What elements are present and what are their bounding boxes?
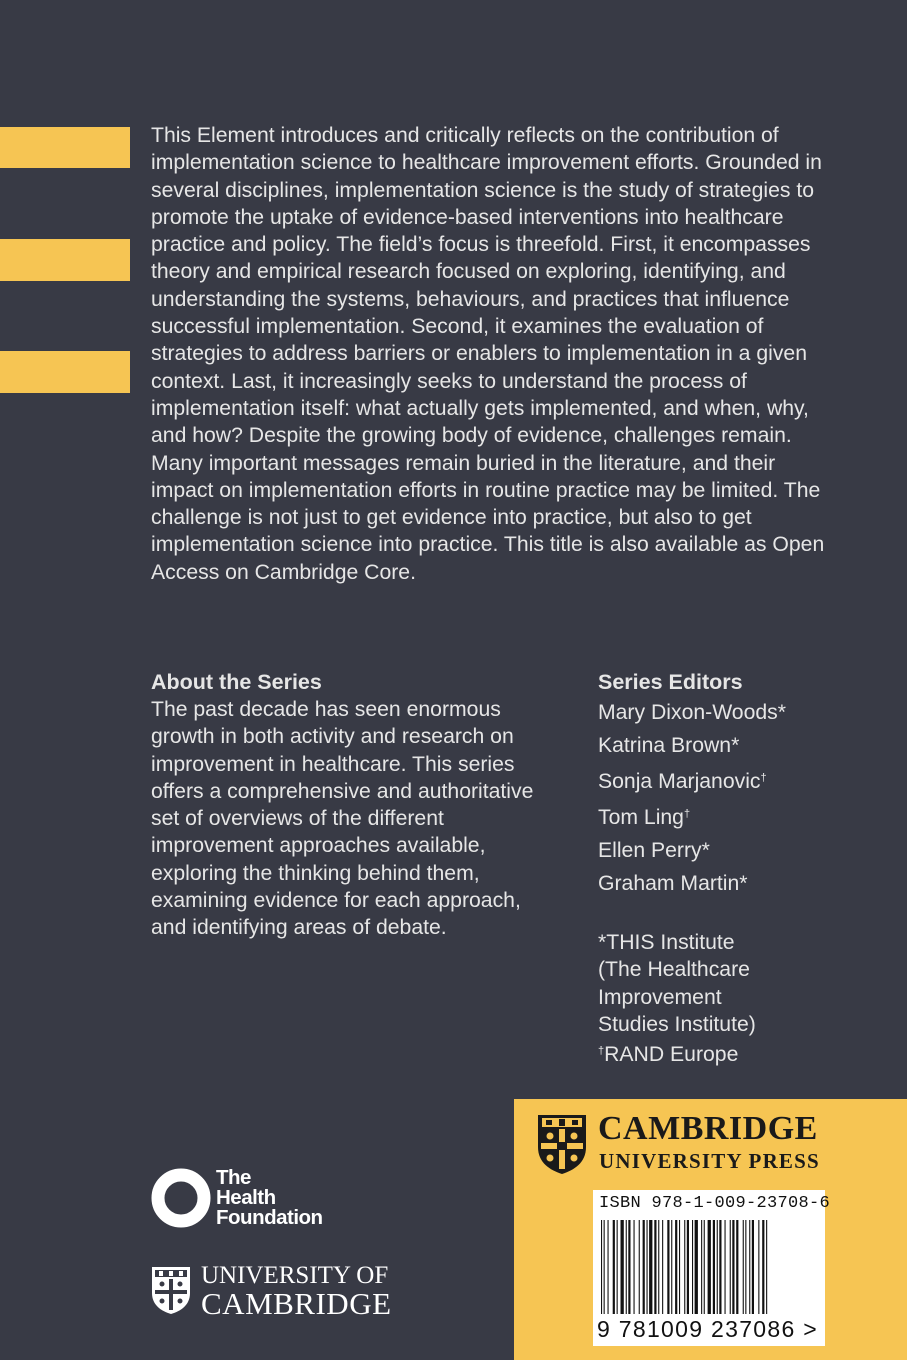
- university-shield-icon: [151, 1266, 191, 1315]
- isbn-label: ISBN 978-1-009-23708-6: [599, 1194, 831, 1213]
- isbn-barcode: [593, 1190, 831, 1346]
- cambridge-shield-icon: [536, 1113, 588, 1175]
- about-the-series: [151, 669, 551, 942]
- affiliation-line: †RAND Europe: [598, 1043, 739, 1067]
- publisher-name: CAMBRIDGE: [598, 1110, 818, 1147]
- editors-heading: Series Editors: [598, 670, 743, 694]
- barcode-number: 9 781009 237086 >: [597, 1316, 818, 1342]
- editor-item: Tom Ling†: [598, 806, 691, 829]
- affiliation-line: (The Healthcare: [598, 958, 750, 982]
- affiliations: [598, 929, 756, 1068]
- university-name-line2: CAMBRIDGE: [201, 1286, 392, 1321]
- series-editors: [598, 669, 898, 900]
- editor-item: Mary Dixon-Woods*: [598, 701, 787, 724]
- editors-list: [598, 696, 898, 900]
- editor-item: Graham Martin*: [598, 872, 748, 895]
- editor-item: Ellen Perry*: [598, 839, 710, 862]
- barcode-bars: [599, 1220, 817, 1316]
- editor-item: Sonja Marjanovic†: [598, 770, 767, 793]
- university-name-line1: UNIVERSITY OF: [201, 1262, 389, 1289]
- publisher-subname: UNIVERSITY PRESS: [599, 1149, 820, 1173]
- affiliation-line: *THIS Institute: [598, 931, 735, 954]
- book-description: This Element introduces and critically reflects on the contribution of implementation science to healthcare improvement efforts. Grounded in several disciplines, implementation science is the study of strategies to promote the uptake of evidence-based interventions into healthcare practice and policy. The field’s focus is threefold. First, it encompasses theory and empirical research focused on exploring, identifying, and understanding the systems, behaviours, and practices that influence successful implementation. Second, it examines the evaluation of strategies to address barriers or enablers to implementation in a given context. Last, it increasingly seeks to understand the process of implementation itself: what actually gets implemented, and when, why, and how? Despite the growing body of evidence, challenges remain. Many important messages remain buried in the literature, and their impact on implementation efforts in routine practice may be limited. The challenge is not just to get evidence into practice, but also to get implementation science into practice. This title is also available as Open Access on Cambridge Core.: [151, 124, 825, 584]
- about-body: The past decade has seen enormous growth in both activity and research on improvement in healthcare. This series offers a comprehensive and authoritative set of overviews of the different improvement approaches available, exploring the thinking behind them, examining evidence for each approach, and identifying areas of debate.: [151, 698, 534, 940]
- about-heading: About the Series: [151, 670, 322, 694]
- health-foundation-logo-icon: [151, 1168, 211, 1228]
- accent-bar-3: [0, 351, 130, 393]
- affiliation-line: Studies Institute): [598, 1012, 756, 1036]
- accent-bar-2: [0, 239, 130, 281]
- affiliation-line: Improvement: [598, 985, 722, 1009]
- health-foundation-wordmark: The Health Foundation: [216, 1166, 323, 1229]
- accent-bar-1: [0, 127, 130, 168]
- editor-item: Katrina Brown*: [598, 734, 740, 757]
